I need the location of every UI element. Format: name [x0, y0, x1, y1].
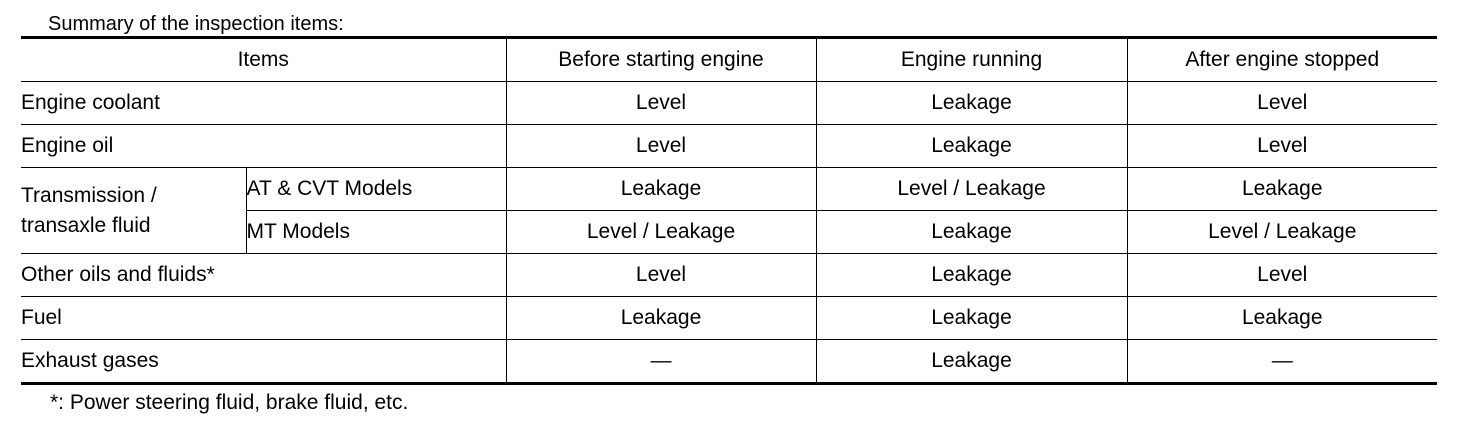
row-label-exhaust-gases: Exhaust gases	[21, 340, 506, 384]
table-cell: Leakage	[816, 82, 1127, 125]
table-cell: Level / Leakage	[1127, 211, 1437, 254]
header-engine-running: Engine running	[816, 38, 1127, 82]
table-cell: Leakage	[816, 340, 1127, 384]
table-row	[21, 168, 1437, 211]
table-header-row	[21, 38, 1437, 82]
inspection-summary-table	[21, 36, 1437, 385]
table-cell: Level	[506, 125, 816, 168]
table-row	[21, 297, 1437, 340]
table-cell: Leakage	[506, 297, 816, 340]
row-label-transmission-fluid	[21, 168, 246, 254]
row-label-engine-oil: Engine oil	[21, 125, 506, 168]
table-row	[21, 254, 1437, 297]
table-cell: Leakage	[506, 168, 816, 211]
table-cell: Level	[506, 254, 816, 297]
table-cell: —	[1127, 340, 1437, 384]
row-label-other-oils-and-fluids: Other oils and fluids*	[21, 254, 506, 297]
row-label-engine-coolant: Engine coolant	[21, 82, 506, 125]
table-cell: Level	[506, 82, 816, 125]
row-label-fuel: Fuel	[21, 297, 506, 340]
table-row	[21, 340, 1437, 384]
header-before-starting-engine: Before starting engine	[506, 38, 816, 82]
subrow-label-at-cvt-models: AT & CVT Models	[246, 168, 506, 211]
table-cell: Level / Leakage	[506, 211, 816, 254]
table-cell: Leakage	[816, 211, 1127, 254]
subrow-label-mt-models: MT Models	[246, 211, 506, 254]
table-cell: Level	[1127, 125, 1437, 168]
table-row	[21, 82, 1437, 125]
table-cell: Level	[1127, 254, 1437, 297]
header-items: Items	[21, 38, 506, 82]
table-caption: Summary of the inspection items:	[48, 13, 344, 35]
header-after-engine-stopped: After engine stopped	[1127, 38, 1437, 82]
row-label-line-1: Transmission /	[21, 183, 157, 207]
table-row	[21, 125, 1437, 168]
table-cell: Level / Leakage	[816, 168, 1127, 211]
table-cell: Leakage	[816, 297, 1127, 340]
row-label-line-2: transaxle fluid	[21, 213, 151, 237]
table-cell: Leakage	[816, 125, 1127, 168]
table-cell: Leakage	[816, 254, 1127, 297]
table-cell: —	[506, 340, 816, 384]
table-cell: Leakage	[1127, 297, 1437, 340]
table-cell: Leakage	[1127, 168, 1437, 211]
table-footnote: *: Power steering fluid, brake fluid, etc.	[50, 391, 409, 414]
table-cell: Level	[1127, 82, 1437, 125]
